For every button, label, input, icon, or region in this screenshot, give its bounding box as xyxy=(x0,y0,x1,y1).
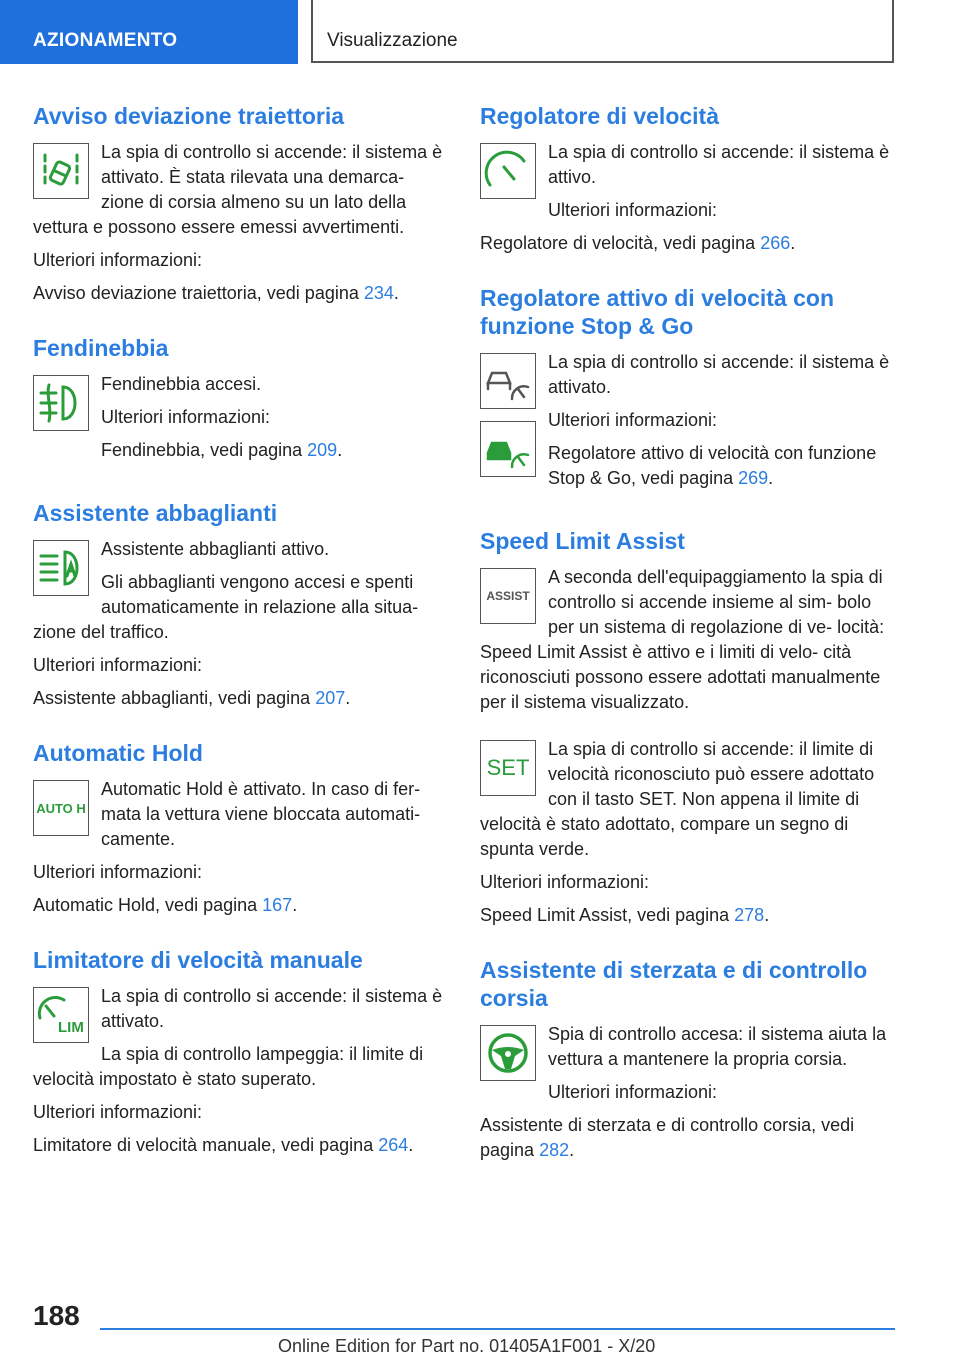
section-high-beam-assist xyxy=(33,499,445,711)
section-text: Spia di controllo accesa: il sistema aiuta la vettura a mantenere la propria corsia. xyxy=(548,1024,887,1069)
set-icon: SET xyxy=(480,740,536,796)
section-speed-limit-assist xyxy=(480,527,896,928)
auto-hold-icon: AUTO H xyxy=(33,780,89,836)
assist-icon: ASSIST xyxy=(480,568,536,624)
section-title: Speed Limit Assist xyxy=(480,528,685,554)
more-info-label: Ulteriori informazioni: xyxy=(480,872,650,892)
section-text: La spia di controllo si accende: il sistema è attivato. xyxy=(101,986,443,1031)
page-link[interactable]: 207 xyxy=(315,688,346,708)
page-link[interactable]: 266 xyxy=(760,233,791,253)
header-subsection-label: Visualizzazione xyxy=(327,30,458,51)
reference-text: Regolatore di velocità, vedi pagina xyxy=(480,233,761,253)
reference: Avviso deviazione traiettoria, vedi pagina 234. xyxy=(33,283,399,303)
left-column xyxy=(33,102,445,1186)
section-cruise-control xyxy=(480,102,896,256)
reference: Speed Limit Assist, vedi pagina 278. xyxy=(480,905,770,925)
section-title: Avviso deviazione traiettoria xyxy=(33,103,345,129)
section-title: Regolatore attivo di velocità con funzione Stop & Go xyxy=(480,285,835,339)
header-section-tab xyxy=(0,0,298,64)
reference: Fendinebbia, vedi pagina 209. xyxy=(101,440,343,460)
active-cruise-engaged-icon xyxy=(480,421,536,477)
more-info-label: Ulteriori informazioni: xyxy=(33,655,203,675)
reference: Automatic Hold, vedi pagina 167. xyxy=(33,895,298,915)
reference-text: Regolatore attivo di velocità con funzione Stop & Go, vedi pagina xyxy=(548,443,877,488)
more-info-label: Ulteriori informazioni: xyxy=(101,407,271,427)
header-subsection-tab xyxy=(311,0,894,63)
page-number: 188 xyxy=(33,1300,80,1331)
footer-divider xyxy=(100,1328,895,1330)
section-title: Assistente abbaglianti xyxy=(33,500,278,526)
reference-text: Assistente di sterzata e di controllo corsia, vedi pagina xyxy=(480,1115,855,1160)
page-link[interactable]: 264 xyxy=(378,1135,409,1155)
reference-text: Avviso deviazione traiettoria, vedi pagina xyxy=(33,283,364,303)
high-beam-assist-icon xyxy=(33,540,89,596)
more-info-label: Ulteriori informazioni: xyxy=(33,1102,203,1122)
section-text: La spia di controllo si accende: il limite di velocità riconosciuto può essere adottato con il tasto SET. Non appena il limite di velocità è stato adottato, compare un segno di spunta verde. xyxy=(480,739,875,859)
reference-text: Automatic Hold, vedi pagina xyxy=(33,895,263,915)
section-text: Automatic Hold è attivato. In caso di fer- mata la vettura viene bloccata automati- camente. xyxy=(101,779,421,849)
more-info-label: Ulteriori informazioni: xyxy=(33,250,203,270)
page-link[interactable]: 167 xyxy=(262,895,293,915)
section-automatic-hold xyxy=(33,739,445,918)
page-link[interactable]: 234 xyxy=(363,283,394,303)
speed-limiter-icon xyxy=(33,987,89,1043)
reference: Limitatore di velocità manuale, vedi pagina 264. xyxy=(33,1135,414,1155)
reference: Regolatore attivo di velocità con funzione Stop & Go, vedi pagina 269. xyxy=(548,443,877,488)
page-link[interactable]: 209 xyxy=(307,440,338,460)
reference-text: Limitatore di velocità manuale, vedi pagina xyxy=(33,1135,379,1155)
more-info-label: Ulteriori informazioni: xyxy=(548,1082,718,1102)
footer-edition: Online Edition for Part no. 01405A1F001 - X/20 xyxy=(278,1336,656,1356)
section-lane-departure xyxy=(33,102,445,306)
reference-text: Assistente abbaglianti, vedi pagina xyxy=(33,688,316,708)
section-text: Assistente abbaglianti attivo. xyxy=(101,539,330,559)
right-column xyxy=(480,102,896,1191)
header-section-label: AZIONAMENTO xyxy=(33,30,178,51)
section-manual-speed-limiter xyxy=(33,946,445,1158)
section-title: Limitatore di velocità manuale xyxy=(33,947,363,973)
more-info-label: Ulteriori informazioni: xyxy=(548,200,718,220)
section-steering-lane-control xyxy=(480,956,896,1163)
section-title: Automatic Hold xyxy=(33,740,203,766)
section-fog-lights xyxy=(33,334,445,471)
section-text: Fendinebbia accesi. xyxy=(101,374,262,394)
lane-departure-icon xyxy=(33,143,89,199)
more-info-label: Ulteriori informazioni: xyxy=(548,410,718,430)
reference: Assistente abbaglianti, vedi pagina 207. xyxy=(33,688,351,708)
steering-wheel-icon xyxy=(480,1025,536,1081)
active-cruise-icon xyxy=(480,353,536,409)
section-text: La spia di controllo si accende: il sistema è attivato. È stata rilevata una demarca- zione di corsia almeno su un lato della vettura e possono essere emessi avvertimenti. xyxy=(33,142,443,237)
reference: Assistente di sterzata e di controllo corsia, vedi pagina 282. xyxy=(480,1115,855,1160)
page-link[interactable]: 278 xyxy=(734,905,765,925)
reference: Regolatore di velocità, vedi pagina 266. xyxy=(480,233,796,253)
section-title: Fendinebbia xyxy=(33,335,169,361)
lim-icon-label: LIM xyxy=(58,1019,84,1036)
section-text: Gli abbaglianti vengono accesi e spenti automaticamente in relazione alla situa- zione del traffico. xyxy=(33,572,419,642)
fog-light-icon xyxy=(33,375,89,431)
page-link[interactable]: 282 xyxy=(539,1140,570,1160)
section-text: A seconda dell'equipaggiamento la spia di controllo si accende insieme al sim- bolo per un sistema di regolazione di ve- locità: Speed Limit Assist è attivo e i limiti di velo- cità riconosciuti possono essere adottati manualmente per il sistema visualizzato. xyxy=(480,567,885,712)
page-link[interactable]: 269 xyxy=(738,468,769,488)
section-active-cruise-stop-go xyxy=(480,284,896,499)
section-title: Assistente di sterzata e di controllo corsia xyxy=(480,957,868,1011)
reference-text: Speed Limit Assist, vedi pagina xyxy=(480,905,735,925)
section-text: La spia di controllo lampeggia: il limite di velocità impostato è stato superato. xyxy=(33,1044,424,1089)
section-text: La spia di controllo si accende: il sistema è attivo. xyxy=(548,142,890,187)
cruise-control-icon xyxy=(480,143,536,199)
section-title: Regolatore di velocità xyxy=(480,103,720,129)
more-info-label: Ulteriori informazioni: xyxy=(33,862,203,882)
reference-text: Fendinebbia, vedi pagina xyxy=(101,440,308,460)
section-text: La spia di controllo si accende: il sistema è attivato. xyxy=(548,352,890,397)
